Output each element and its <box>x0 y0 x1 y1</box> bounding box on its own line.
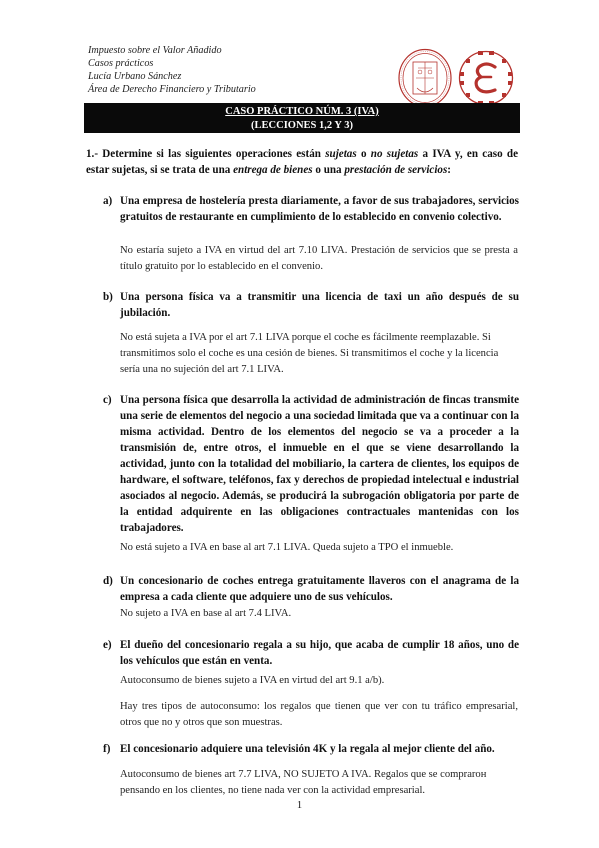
question-c <box>103 392 519 536</box>
answer-c: No está sujeto a IVA en base al art 7.1 LIVA. Queda sujeto a TPO el inmueble. <box>120 542 454 553</box>
question-text: Una persona física que desarrolla la actividad de administración de fincas transmite una serie de elementos del negocio a una sociedad limitada que va a continuar con la misma actividad. Dentro de los elementos del negocio se va a proceder a la transmisión de, entre otros, el inmueble en el que se viene desarrollando la actividad, junto con la totalidad del mobiliario, la cartera de clientes, los equipos de hardware, el software, teléfonos, fax y derechos de propiedad intelectual e industrial asociados al negocio. Además, se producirá la subrogación obligatoria por parte de la entidad adquirente en las obligaciones contractuales mantenidas con los trabajadores. <box>120 394 519 534</box>
question-text: El dueño del concesionario regala a su hijo, que acaba de cumplir 18 años, uno de los vehículos que están en venta. <box>120 639 519 667</box>
university-seal-logo <box>398 48 452 108</box>
question-d <box>103 573 519 605</box>
intro-text-2: o <box>356 148 371 160</box>
question-text: Una empresa de hostelería presta diariamente, a favor de sus trabajadores, servicios gratuitos de restaurante en cumplimiento de lo establecido en convenio colectivo. <box>120 195 519 223</box>
exercise-statement <box>86 146 518 178</box>
answer-e-2: Hay tres tipos de autoconsumo: los regalos que tienen que ver con tu tráfico empresarial, otros que no y otros que son muestras. <box>120 701 518 728</box>
intro-text-4: o una <box>312 164 345 176</box>
title-banner <box>84 103 520 133</box>
question-e <box>103 637 519 669</box>
question-letter: f) <box>103 743 111 755</box>
intro-text-5: : <box>447 164 451 176</box>
answer-e-1: Autoconsumo de bienes sujeto a IVA en virtud del art 9.1 a/b). <box>120 675 385 686</box>
page-number: 1 <box>296 800 303 811</box>
question-letter: d) <box>103 575 113 587</box>
answer-d: No sujeto a IVA en base al art 7.4 LIVA. <box>120 608 292 619</box>
question-text: Una persona física va a transmitir una licencia de taxi un año después de su jubilación. <box>120 291 519 319</box>
intro-text-1: 1.- Determine si las siguientes operaciones están <box>86 148 326 160</box>
intro-text-3: a IVA y, en caso de estar sujetas, si se trata de una <box>86 148 519 176</box>
answer-b: No está sujeta a IVA por el art 7.1 LIVA porque el coche es fácilmente reemplazable. Si transmitimos solo el coche es una cesión de bienes. Si transmitimos el coche y la licencia sería una no sujeción del art 7.1 LIVA. <box>120 332 499 375</box>
header-line-author: Lucía Urbano Sánchez <box>88 71 182 82</box>
question-a <box>103 193 519 225</box>
intro-em-entrega: entrega de bienes <box>233 164 313 176</box>
intro-em-sujetas: sujetas <box>325 148 357 160</box>
document-header <box>88 44 256 96</box>
intro-em-prestacion: prestación de servicios <box>344 164 448 176</box>
banner-subtitle: (LECCIONES 1,2 Y 3) <box>251 120 353 131</box>
question-f <box>103 741 519 757</box>
question-letter: e) <box>103 639 112 651</box>
header-line-area: Área de Derecho Financiero y Tributario <box>88 84 256 95</box>
question-letter: a) <box>103 195 113 207</box>
intro-em-no-sujetas: no sujetas <box>370 148 419 160</box>
answer-f: Autoconsumo de bienes art 7.7 LIVA, NO SUJETO A IVA. Regalos que se comprarон pensando en los clientes, no tiene nada ver con la actividad empresarial. <box>120 769 487 796</box>
question-text: El concesionario adquiere una televisión 4K y la regala al mejor cliente del año. <box>120 743 495 755</box>
banner-title: CASO PRÁCTICO NÚM. 3 (IVA) <box>225 106 379 117</box>
answer-a: No estaría sujeto a IVA en virtud del art 7.10 LIVA. Prestación de servicios que se presta a título gratuito por lo establecido en el convenio. <box>120 245 518 272</box>
header-line-tax: Impuesto sobre el Valor Añadido <box>88 45 222 56</box>
question-text: Un concesionario de coches entrega gratuitamente llaveros con el anagrama de la empresa a cada cliente que adquiere uno de sus vehículos. <box>120 575 519 603</box>
question-letter: c) <box>103 394 112 406</box>
header-line-cases: Casos prácticos <box>88 58 154 69</box>
question-letter: b) <box>103 291 113 303</box>
faculty-e-seal-logo <box>458 50 514 106</box>
question-b <box>103 289 519 321</box>
